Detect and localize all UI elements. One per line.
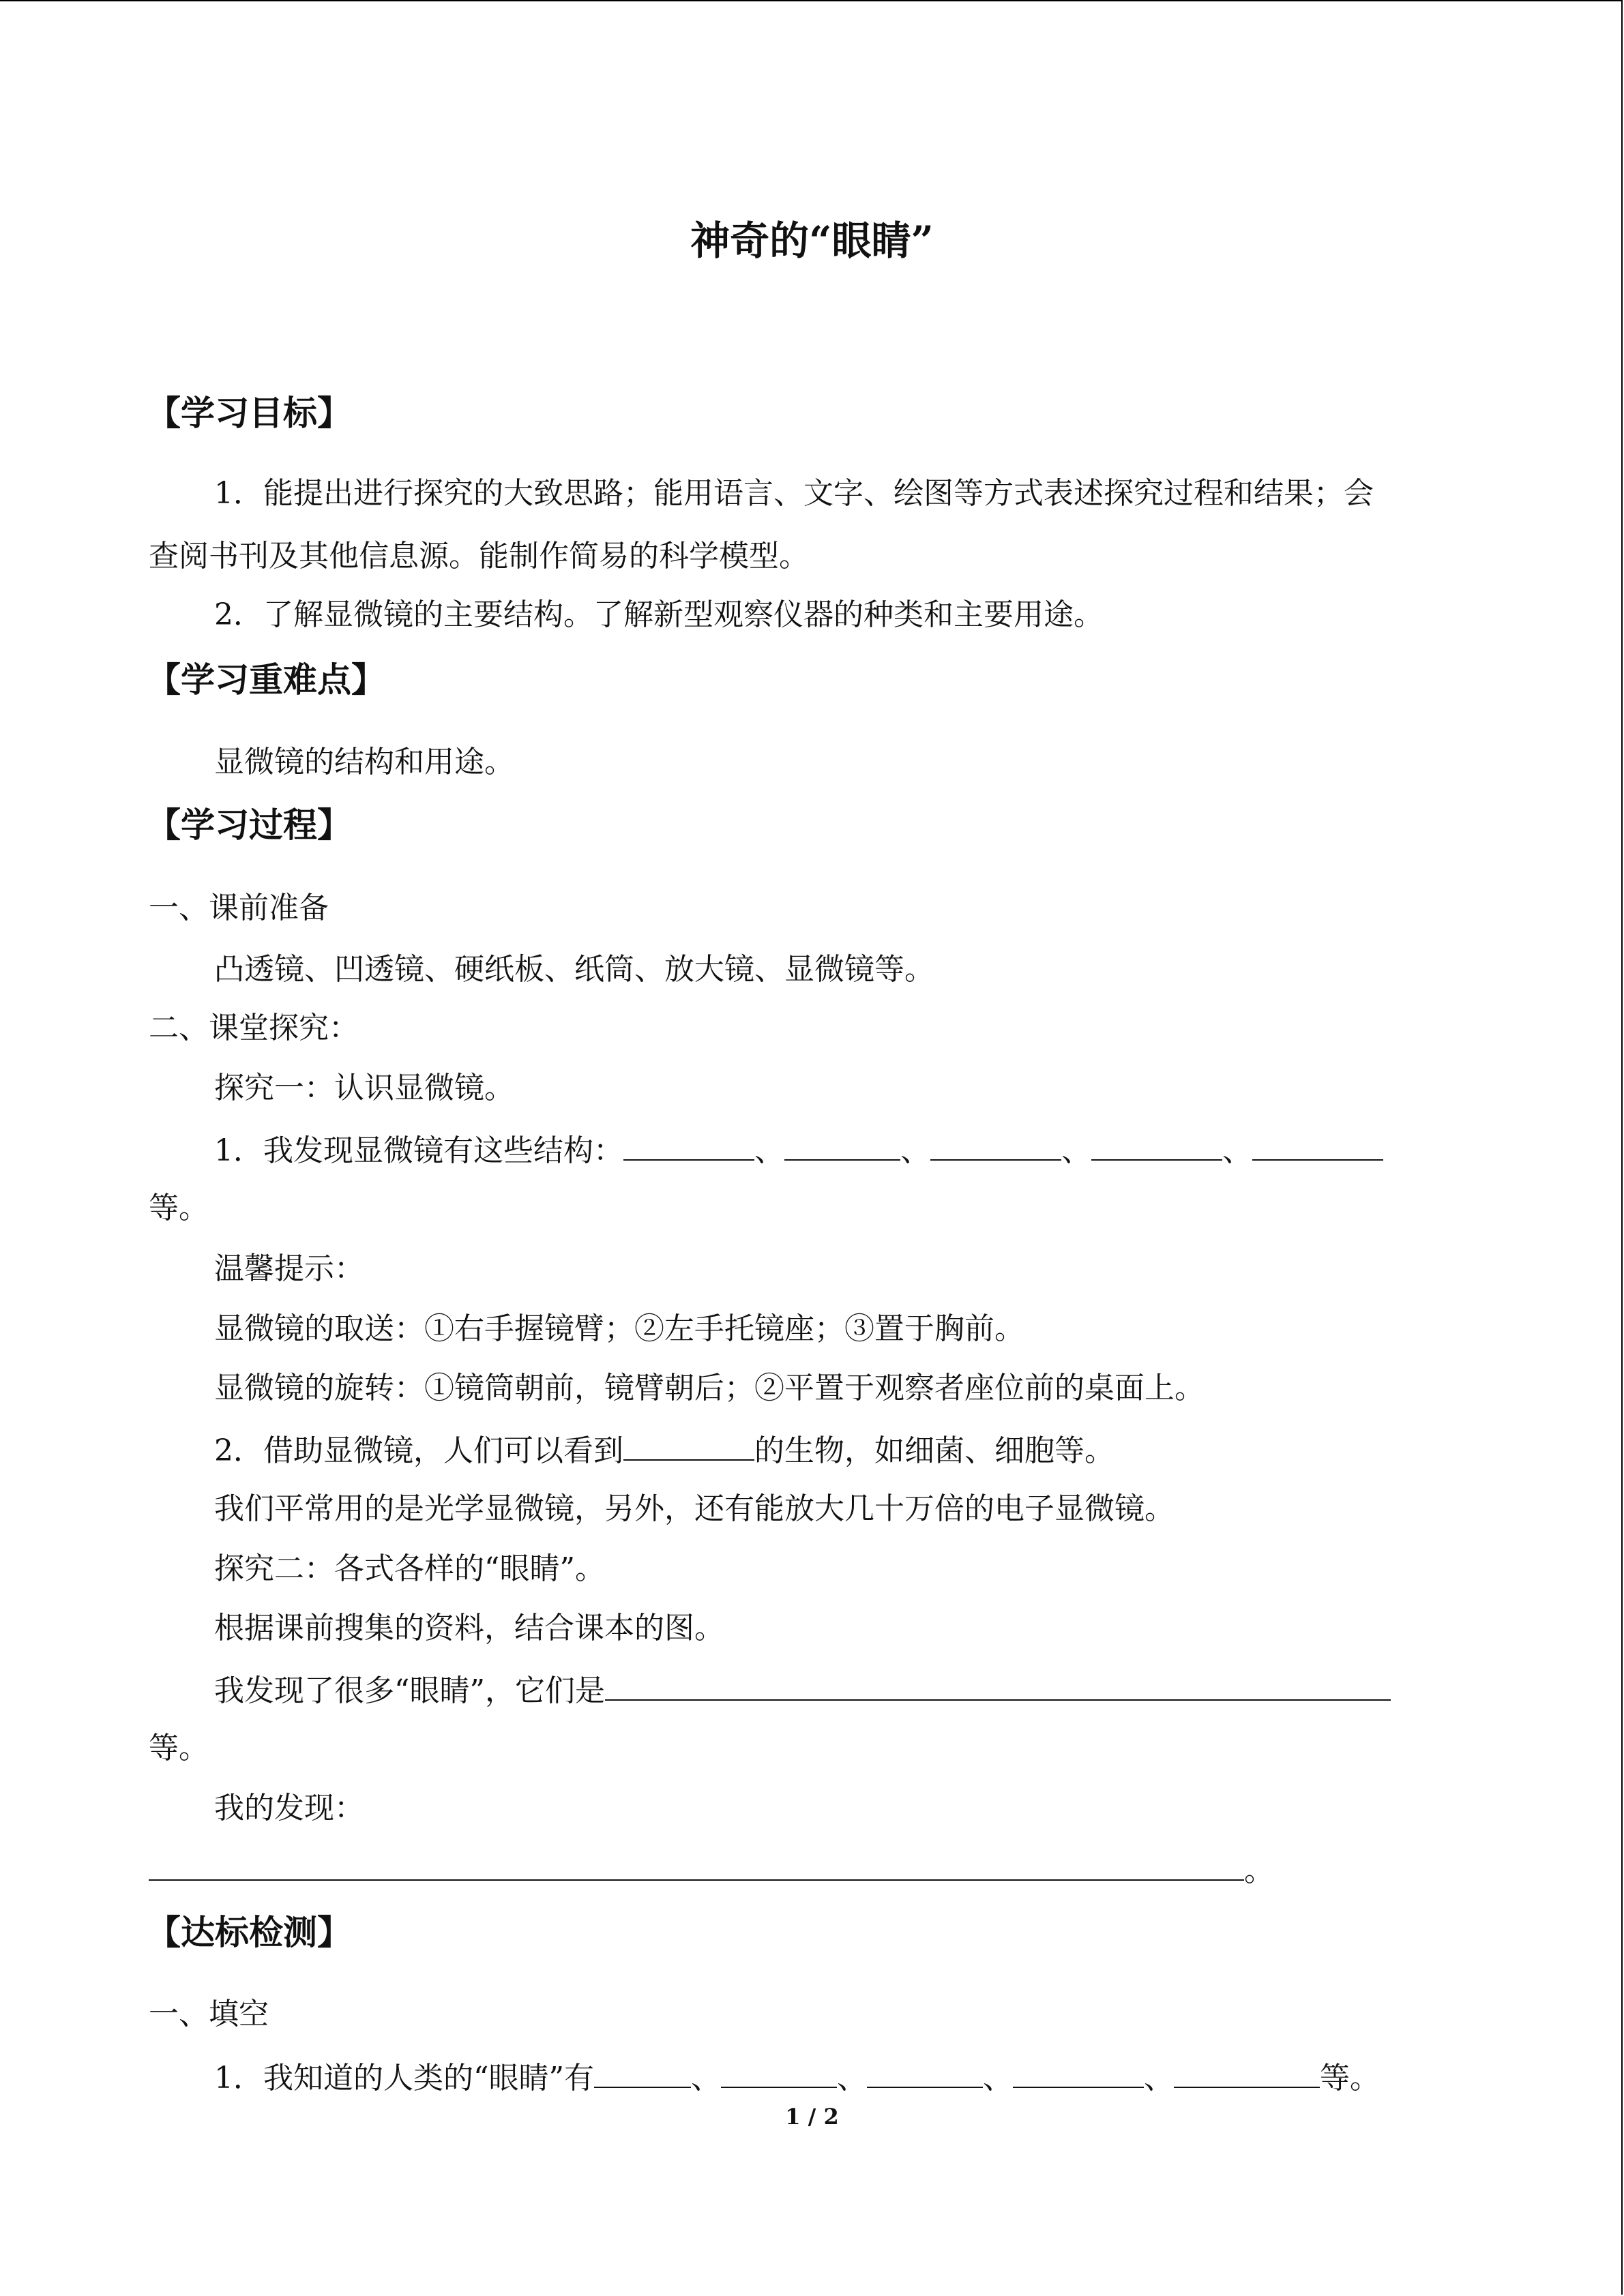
answer-blank[interactable] xyxy=(721,2057,837,2088)
answer-blank[interactable] xyxy=(1174,2057,1320,2088)
test-question-1-suffix: 等。 xyxy=(1319,2061,1380,2096)
explore-2-found-prefix: 我发现了很多“眼睛”，它们是 xyxy=(214,1673,605,1708)
answer-blank-long[interactable] xyxy=(605,1669,1391,1701)
question-microscope-view xyxy=(214,1429,1114,1470)
question-1-prefix: 1．我发现显微镜有这些结构： xyxy=(214,1133,623,1168)
my-findings-answer xyxy=(149,1849,1274,1890)
answer-blank[interactable] xyxy=(784,1129,900,1161)
explore-2-title: 探究二：各式各样的“眼睛”。 xyxy=(214,1551,605,1586)
key-points-text: 显微镜的结构和用途。 xyxy=(214,745,514,779)
answer-blank[interactable] xyxy=(623,1429,754,1461)
document-title: 神奇的“眼睛” xyxy=(690,218,934,264)
process-part-1-title: 一、课前准备 xyxy=(149,891,329,925)
explore-2-found xyxy=(214,1669,1391,1710)
answer-blank[interactable] xyxy=(930,1129,1061,1161)
answer-blank[interactable] xyxy=(1091,1129,1222,1161)
separator: 、 xyxy=(836,2061,867,2096)
note-microscope: 我们平常用的是光学显微镜，另外，还有能放大几十万倍的电子显微镜。 xyxy=(214,1491,1175,1526)
separator: 、 xyxy=(982,2061,1013,2096)
answer-blank[interactable] xyxy=(1013,2057,1144,2088)
question-2-prefix: 2．借助显微镜，人们可以看到 xyxy=(214,1433,623,1468)
answer-blank[interactable] xyxy=(867,2057,983,2088)
test-part-1-title: 一、填空 xyxy=(149,1997,269,2031)
etc-text: 等。 xyxy=(149,1191,209,1225)
separator: 、 xyxy=(900,1133,930,1168)
goal-item-1-line-2: 查阅书刊及其他信息源。能制作简易的科学模型。 xyxy=(149,539,809,573)
tip-carry: 显微镜的取送：①右手握镜臂；②左手托镜座；③置于胸前。 xyxy=(214,1311,1024,1346)
my-findings-label: 我的发现： xyxy=(214,1791,364,1825)
test-question-1-prefix: 1．我知道的人类的“眼睛”有 xyxy=(214,2061,594,2096)
question-microscope-structures xyxy=(214,1129,1383,1170)
test-question-1 xyxy=(214,2057,1380,2098)
separator: 、 xyxy=(1061,1133,1091,1168)
tip-rotate: 显微镜的旋转：①镜筒朝前，镜臂朝后；②平置于观察者座位前的桌面上。 xyxy=(214,1371,1205,1405)
section-heading-test: 【达标检测】 xyxy=(147,1912,351,1952)
answer-blank[interactable] xyxy=(594,2057,691,2088)
answer-blank[interactable] xyxy=(1252,1129,1383,1161)
goal-item-2: 2．了解显微镜的主要结构。了解新型观察仪器的种类和主要用途。 xyxy=(214,597,1104,632)
separator: 、 xyxy=(1222,1133,1252,1168)
separator: 、 xyxy=(1143,2061,1174,2096)
tip-title: 温馨提示： xyxy=(214,1251,364,1286)
explore-2-intro: 根据课前搜集的资料，结合课本的图。 xyxy=(214,1611,724,1645)
separator: 、 xyxy=(690,2061,721,2096)
section-heading-key-points: 【学习重难点】 xyxy=(147,659,385,700)
period: 。 xyxy=(1244,1853,1274,1888)
etc-text: 等。 xyxy=(149,1731,209,1765)
section-heading-goals: 【学习目标】 xyxy=(147,393,351,433)
goal-item-1-line-1: 1．能提出进行探究的大致思路；能用语言、文字、绘图等方式表述探究过程和结果；会 xyxy=(214,476,1374,511)
process-part-2-title: 二、课堂探究： xyxy=(149,1011,359,1045)
page-number: 1 / 2 xyxy=(785,2104,839,2130)
explore-1-title: 探究一：认识显微镜。 xyxy=(214,1071,514,1105)
process-materials: 凸透镜、凹透镜、硬纸板、纸筒、放大镜、显微镜等。 xyxy=(214,952,934,987)
answer-blank[interactable] xyxy=(623,1129,754,1161)
section-heading-process: 【学习过程】 xyxy=(147,805,351,845)
separator: 、 xyxy=(754,1133,784,1168)
answer-blank-full[interactable] xyxy=(149,1849,1244,1881)
question-2-suffix: 的生物，如细菌、细胞等。 xyxy=(754,1433,1114,1468)
